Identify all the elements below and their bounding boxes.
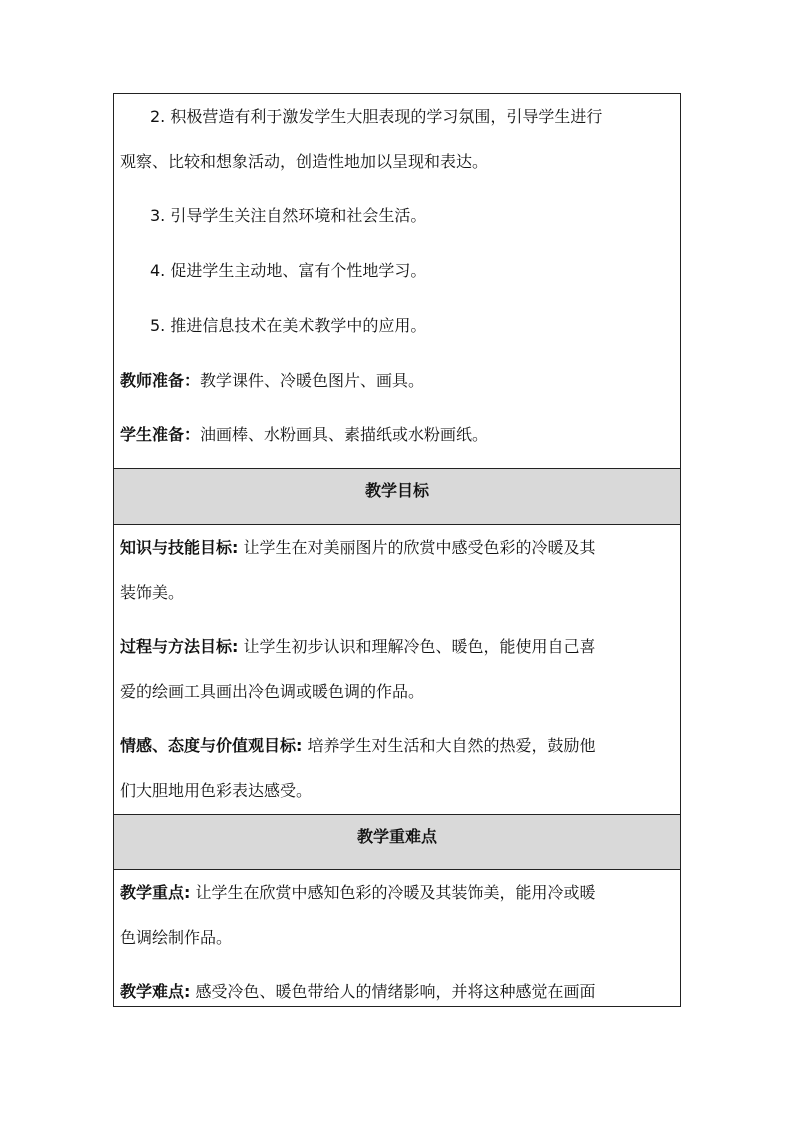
teaching-focus <box>120 884 674 902</box>
measure-item-4 <box>120 262 674 280</box>
teaching-difficulty-text: 感受冷色、暖色带给人的情绪影响，并将这种感觉在画面 <box>195 982 596 1001</box>
knowledge-goal-cont: 装饰美。 <box>120 583 185 602</box>
process-goal-cont: 爱的绘画工具画出冷色调或暖色调的作品。 <box>120 682 425 701</box>
measure-item-5 <box>120 317 674 335</box>
keypoints-header: 教学重难点 <box>114 814 680 869</box>
goals-cell <box>114 524 680 814</box>
teaching-difficulty-label: 教学难点: <box>120 982 191 1001</box>
process-goal <box>120 638 674 656</box>
measures-cell <box>114 94 680 468</box>
knowledge-goal-label: 知识与技能目标: <box>120 538 239 557</box>
student-prep-label: 学生准备： <box>120 425 201 444</box>
measure-item-3 <box>120 207 674 225</box>
teaching-focus-cont: 色调绘制作品。 <box>120 928 233 947</box>
teacher-prep <box>120 372 674 390</box>
emotion-goal-text: 培养学生对生活和大自然的热爱，鼓励他 <box>307 736 596 755</box>
item-text: 推进信息技术在美术教学中的应用。 <box>170 316 427 335</box>
measure-item-2-cont: 观察、比较和想象活动，创造性地加以呈现和表达。 <box>120 152 489 171</box>
emotion-goal <box>120 737 674 755</box>
item-text: 促进学生主动地、富有个性地学习。 <box>170 261 427 280</box>
student-prep <box>120 426 674 444</box>
emotion-goal-cont: 们大胆地用色彩表达感受。 <box>120 781 313 800</box>
measure-item-2 <box>120 108 674 126</box>
teacher-prep-text: 教学课件、冷暖色图片、画具。 <box>200 371 425 390</box>
lesson-plan-table <box>113 93 681 1007</box>
goals-header: 教学目标 <box>114 468 680 524</box>
item-number: 2. <box>150 107 166 126</box>
teacher-prep-label: 教师准备： <box>120 371 201 390</box>
keypoints-cell <box>114 869 680 1006</box>
item-text: 引导学生关注自然环境和社会生活。 <box>170 206 427 225</box>
student-prep-text: 油画棒、水粉画具、素描纸或水粉画纸。 <box>200 425 489 444</box>
knowledge-goal-text: 让学生在对美丽图片的欣赏中感受色彩的冷暖及其 <box>243 538 596 557</box>
teaching-focus-label: 教学重点: <box>120 883 191 902</box>
teaching-difficulty <box>120 983 674 1001</box>
item-number: 4. <box>150 261 166 280</box>
process-goal-label: 过程与方法目标: <box>120 637 239 656</box>
item-text: 积极营造有利于激发学生大胆表现的学习氛围，引导学生进行 <box>170 107 603 126</box>
teaching-focus-text: 让学生在欣赏中感知色彩的冷暖及其装饰美，能用冷或暖 <box>195 883 596 902</box>
knowledge-goal <box>120 539 674 557</box>
process-goal-text: 让学生初步认识和理解冷色、暖色，能使用自己喜 <box>243 637 596 656</box>
item-number: 3. <box>150 206 166 225</box>
item-number: 5. <box>150 316 166 335</box>
emotion-goal-label: 情感、态度与价值观目标: <box>120 736 303 755</box>
